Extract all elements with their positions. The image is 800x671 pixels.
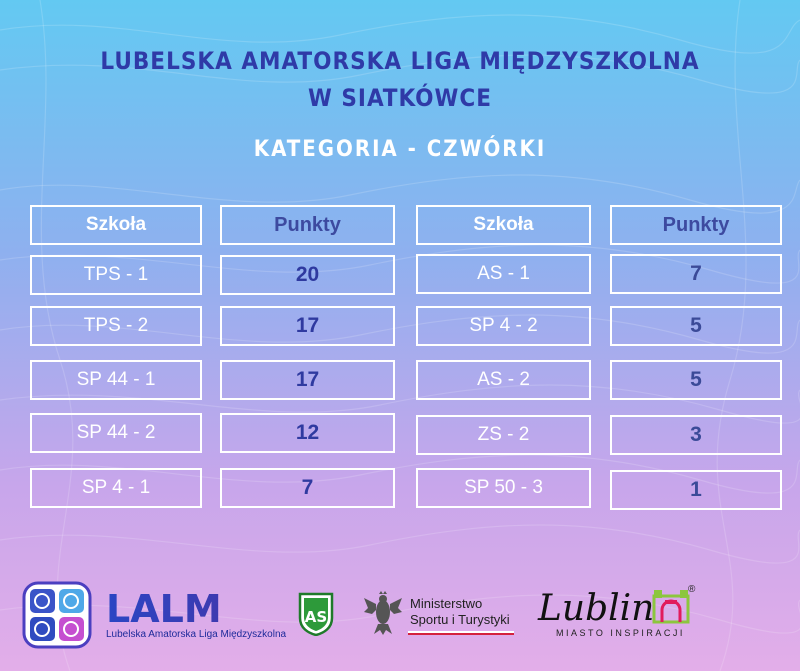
lublin-name: Lublin xyxy=(538,588,655,628)
left-row-4-points: 12 xyxy=(220,413,395,453)
left-row-5-points: 7 xyxy=(220,468,395,508)
right-row-2-points: 5 xyxy=(610,306,782,346)
left-header-school: Szkoła xyxy=(30,205,202,245)
left-row-5-school: SP 4 - 1 xyxy=(30,468,202,508)
right-row-1-points: 7 xyxy=(610,254,782,294)
right-row-3-school: AS - 2 xyxy=(416,360,591,400)
right-header-school: Szkoła xyxy=(416,205,591,245)
registered-mark: ® xyxy=(688,584,696,595)
right-row-1-school: AS - 1 xyxy=(416,254,591,294)
ministry-line-2: Sportu i Turystyki xyxy=(410,612,510,627)
left-row-4-school: SP 44 - 2 xyxy=(30,413,202,453)
right-row-4-points: 3 xyxy=(610,415,782,455)
left-row-3-school: SP 44 - 1 xyxy=(30,360,202,400)
ministry-line-1: Ministerstwo xyxy=(410,596,483,611)
category-title: KATEGORIA - CZWÓRKI xyxy=(253,137,547,162)
lublin-wordmark xyxy=(536,584,656,628)
lalm-emblem-icon xyxy=(22,581,92,649)
left-row-1-points: 20 xyxy=(220,255,395,295)
title-line-1: LUBELSKA AMATORSKA LIGA MIĘDZYSZKOLNA xyxy=(100,47,700,75)
polish-eagle-icon xyxy=(362,590,404,636)
ministry-flag-stripe xyxy=(408,631,514,635)
left-row-1-school: TPS - 1 xyxy=(30,255,202,295)
as-badge-letters: AS xyxy=(304,608,328,626)
left-header-points: Punkty xyxy=(220,205,395,245)
right-row-5-points: 1 xyxy=(610,470,782,510)
right-row-3-points: 5 xyxy=(610,360,782,400)
lalm-wordmark xyxy=(104,588,294,628)
lalm-name: LALM xyxy=(106,588,222,628)
right-row-2-school: SP 4 - 2 xyxy=(416,306,591,346)
right-row-4-school: ZS - 2 xyxy=(416,415,591,455)
left-row-2-points: 17 xyxy=(220,306,395,346)
right-row-5-school: SP 50 - 3 xyxy=(416,468,591,508)
left-row-2-school: TPS - 2 xyxy=(30,306,202,346)
lublin-slogan: MIASTO INSPIRACJI xyxy=(556,628,685,638)
as-club-badge-icon xyxy=(296,592,336,636)
left-row-3-points: 17 xyxy=(220,360,395,400)
title-line-2: W SIATKÓWCE xyxy=(308,84,492,112)
lublin-gate-icon xyxy=(650,586,692,626)
right-header-points: Punkty xyxy=(610,205,782,245)
lalm-subtitle: Lubelska Amatorska Liga Międzyszkolna xyxy=(106,629,287,640)
